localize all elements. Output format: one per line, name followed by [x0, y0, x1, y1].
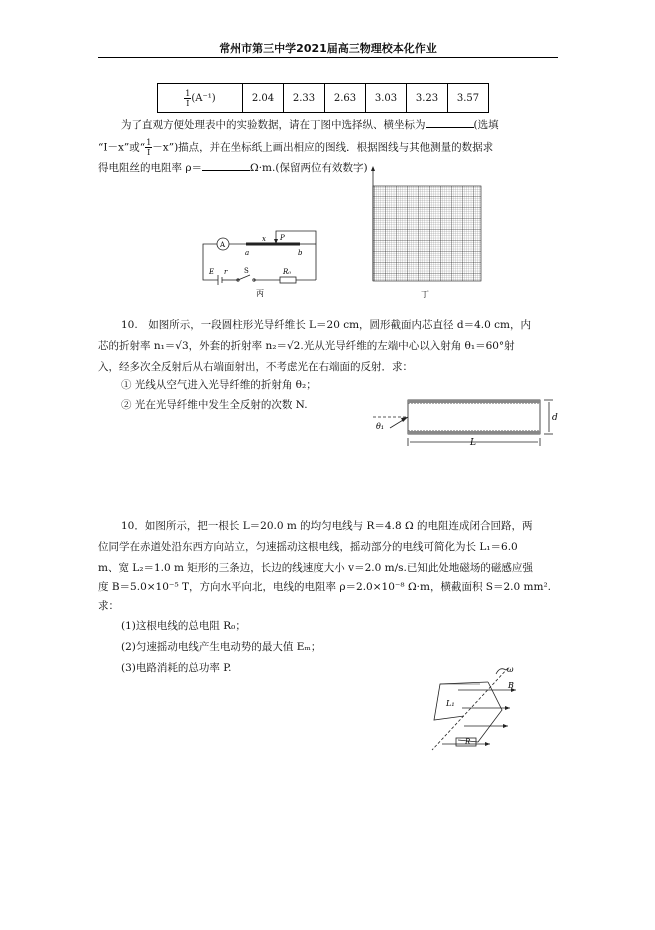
label-r-resistor: R [465, 738, 471, 746]
graph-grid [373, 186, 481, 281]
label-l: L [470, 438, 476, 448]
figure-caption-bing: 丙 [256, 289, 264, 298]
fiber-core [408, 400, 540, 434]
q10b-line2: 位同学在赤道处沿东西方向站立，匀速摇动这根电线，摇动部分的电线可简化为长 L₁＝6.0 [98, 541, 518, 553]
rotation-arrow [496, 669, 506, 674]
label-s: S [244, 267, 249, 275]
label-theta: θ₁ [376, 422, 385, 431]
ammeter-label: A [220, 241, 226, 249]
para1-line3: 得电阻丝的电阻率 ρ＝ Ω·m.(保留两位有效数字) [98, 159, 568, 178]
table-cell: 2.04 [243, 84, 284, 113]
q10b-item1: (1)这根电线的总电阻 R₀； [121, 620, 246, 632]
label-e: E [209, 268, 215, 276]
table-row [158, 84, 489, 113]
label-d: d [552, 413, 558, 423]
q10a-item2: ② 光在光导纤维中发生全反射的次数 N. [121, 399, 308, 411]
label-omega: ω [507, 665, 514, 674]
table-cell: 2.63 [325, 84, 366, 113]
table-head-unit: (A⁻¹) [191, 92, 216, 104]
para1-line1: 为了直观方便处理表中的实验数据，请在丁图中选择纵、横坐标为 (选填 [121, 116, 561, 135]
figure-caption-ding: 丁 [421, 290, 429, 299]
label-b: b [298, 249, 303, 257]
table-cell: 3.03 [366, 84, 407, 113]
circuit-figure-bing [198, 222, 328, 300]
inverse-current-fraction: $\frac{1}{I}$ [185, 88, 191, 108]
graph-paper-figure-ding [363, 163, 488, 303]
resistor-r0 [280, 277, 296, 283]
label-r: r [224, 268, 228, 276]
q10a-line1: 10. 如图所示，一段圆柱形光导纤维长 L＝20 cm，圆形截面内芯直径 d＝4.0 cm，内 [121, 319, 531, 331]
q10a-item1: ① 光线从空气进入光导纤维的折射角 θ₂； [121, 379, 317, 391]
q10b-item2: (2)匀速摇动电线产生电动势的最大值 Eₘ； [121, 641, 322, 653]
table-head-cell [158, 84, 243, 113]
label-b-field: B [508, 681, 514, 690]
inline-fraction: $\frac{1}{I}$ [146, 138, 152, 157]
answer-blank[interactable] [202, 159, 250, 171]
page-header-title: 常州市第三中学2021届高三物理校本化作业 [219, 42, 437, 55]
label-p: P [280, 234, 285, 242]
q10b-line5: 求： [98, 600, 119, 612]
label-x: x [262, 235, 266, 243]
q10a-line2: 芯的折射率 n₁＝√3，外套的折射率 n₂＝√2.光从光导纤维的左端中心以入射角 θ₁＝60°射 [98, 340, 515, 352]
table-cell: 3.57 [448, 84, 489, 113]
label-r0: R₀ [283, 268, 292, 276]
data-table [157, 83, 489, 113]
q10b-line4: 度 B＝5.0×10⁻⁵ T，方向水平向北，电线的电阻率 ρ＝2.0×10⁻⁸ Ω·m，横截面积 S＝2.0 mm². [98, 581, 551, 593]
label-l1: L₁ [446, 699, 455, 708]
q10a-line3: 入，经多次全反射后从右端面射出，不考虑光在右端面的反射．求： [98, 361, 413, 373]
answer-blank[interactable] [426, 116, 474, 128]
label-a: a [245, 249, 250, 257]
rotating-wire-figure [418, 660, 528, 760]
q10b-line3: m、宽 L₂＝1.0 m 矩形的三条边，长边的线速度大小 v＝2.0 m/s.已知此处地磁场的磁感应强 [98, 562, 533, 574]
header-rule [98, 57, 558, 58]
table-cell: 3.23 [407, 84, 448, 113]
optical-fiber-figure [368, 394, 568, 452]
para1-line2: “I－x”或“ $\frac{1}{I}-x$”)描点，并在坐标纸上画出相应的图线．根据图线与其他测量的数据求 [98, 138, 494, 157]
q10b-line1: 10．如图所示，把一根长 L＝20.0 m 的均匀电线与 R＝4.8 Ω 的电阻连成闭合回路，两 [121, 520, 533, 532]
wire-frame [434, 682, 488, 720]
table-cell: 2.33 [284, 84, 325, 113]
q10b-item3: (3)电路消耗的总功率 P. [121, 662, 232, 674]
